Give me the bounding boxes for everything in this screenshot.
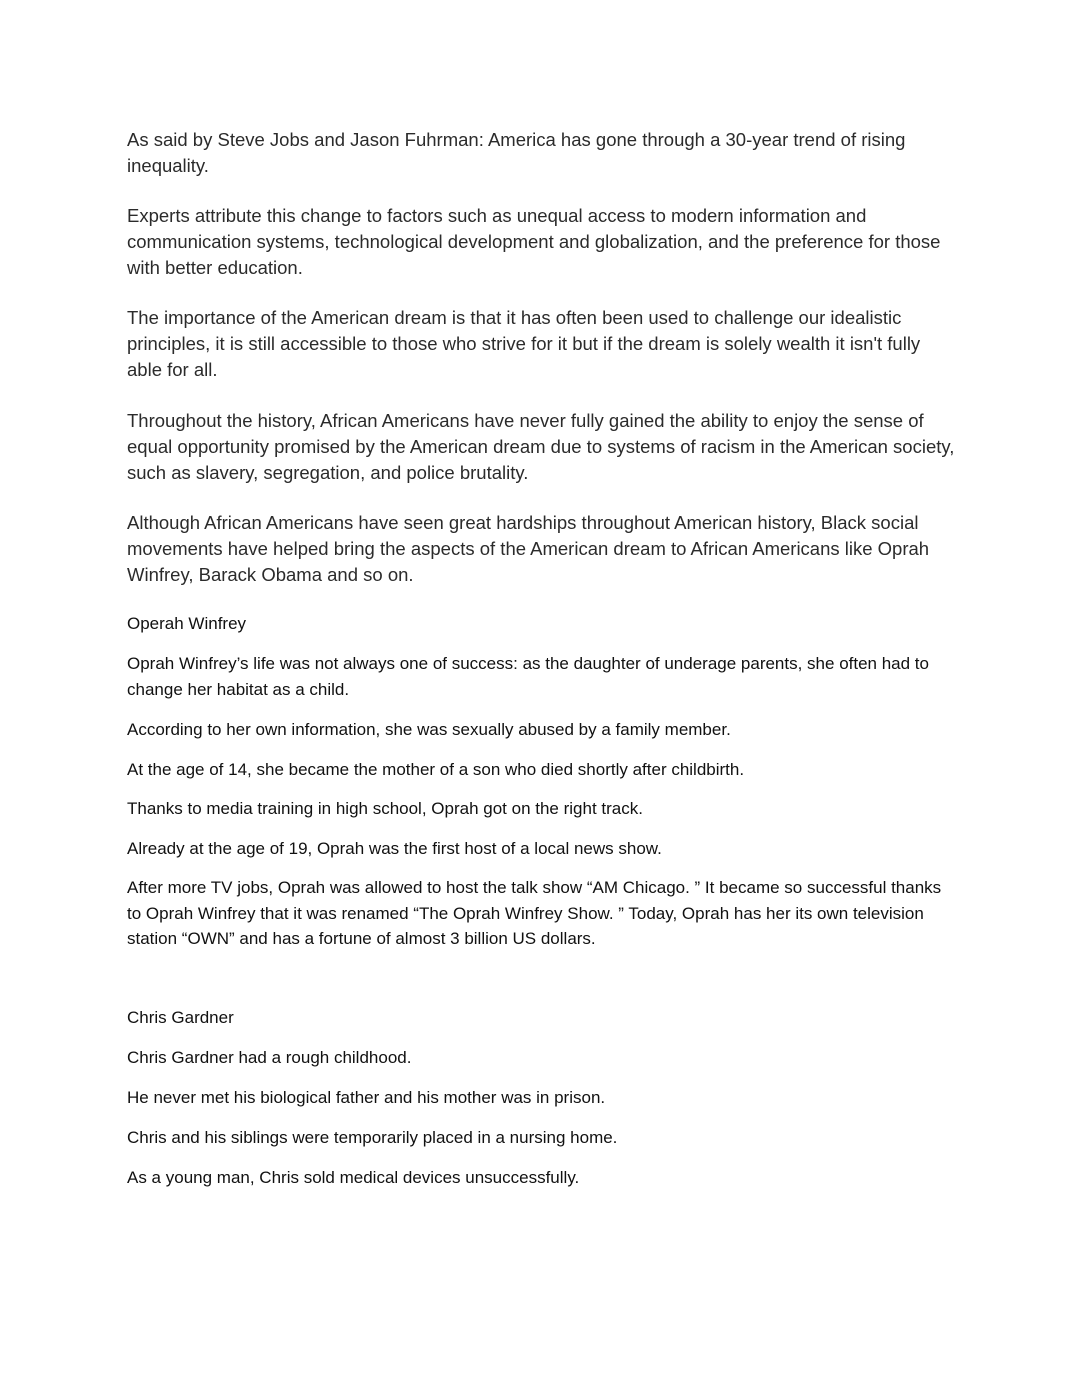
section-heading-chris: Chris Gardner xyxy=(127,1008,234,1027)
chris-paragraph-4: As a young man, Chris sold medical devices unsuccessfully. xyxy=(127,1168,580,1187)
intro-paragraph-2: Experts attribute this change to factors such as unequal access to modern information and communication systems, technological development and globalization, and the preference for those with better education. xyxy=(127,205,941,278)
intro-paragraph-3: The importance of the American dream is that it has often been used to challenge our idealistic principles, it is still accessible to those who strive for it but if the dream is solely wealth it isn't fully able for all. xyxy=(127,307,921,380)
chris-paragraph-3: Chris and his siblings were temporarily placed in a nursing home. xyxy=(127,1128,618,1147)
oprah-paragraph-5: Already at the age of 19, Oprah was the first host of a local news show. xyxy=(127,839,662,858)
intro-paragraph-1: As said by Steve Jobs and Jason Fuhrman: America has gone through a 30-year trend of rising inequality. xyxy=(127,129,906,176)
chris-paragraph-2: He never met his biological father and his mother was in prison. xyxy=(127,1088,606,1107)
intro-paragraph-4: Throughout the history, African Americans have never fully gained the ability to enjoy the sense of equal opportunity promised by the American dream due to systems of racism in the American society, such as slavery, segregation, and police brutality. xyxy=(127,410,955,483)
intro-paragraph-5: Although African Americans have seen great hardships throughout American history, Black social movements have helped bring the aspects of the American dream to African Americans like Oprah Winfrey, Barack Obama and so on. xyxy=(127,512,930,585)
section-heading-oprah: Operah Winfrey xyxy=(127,614,247,633)
chris-paragraph-1: Chris Gardner had a rough childhood. xyxy=(127,1048,412,1067)
oprah-paragraph-3: At the age of 14, she became the mother of a son who died shortly after childbirth. xyxy=(127,760,745,779)
oprah-paragraph-1: Oprah Winfrey’s life was not always one of success: as the daughter of underage parents, she often had to change her habitat as a child. xyxy=(127,654,929,699)
oprah-paragraph-4: Thanks to media training in high school, Oprah got on the right track. xyxy=(127,799,643,818)
oprah-paragraph-2: According to her own information, she was sexually abused by a family member. xyxy=(127,720,731,739)
oprah-paragraph-6: After more TV jobs, Oprah was allowed to host the talk show “AM Chicago. ” It became so successful thanks to Oprah Winfrey that it was renamed “The Oprah Winfrey Show. ” Today, Oprah has her its own television station “OWN” and has a fortune of almost 3 billion US dollars. xyxy=(127,878,942,948)
